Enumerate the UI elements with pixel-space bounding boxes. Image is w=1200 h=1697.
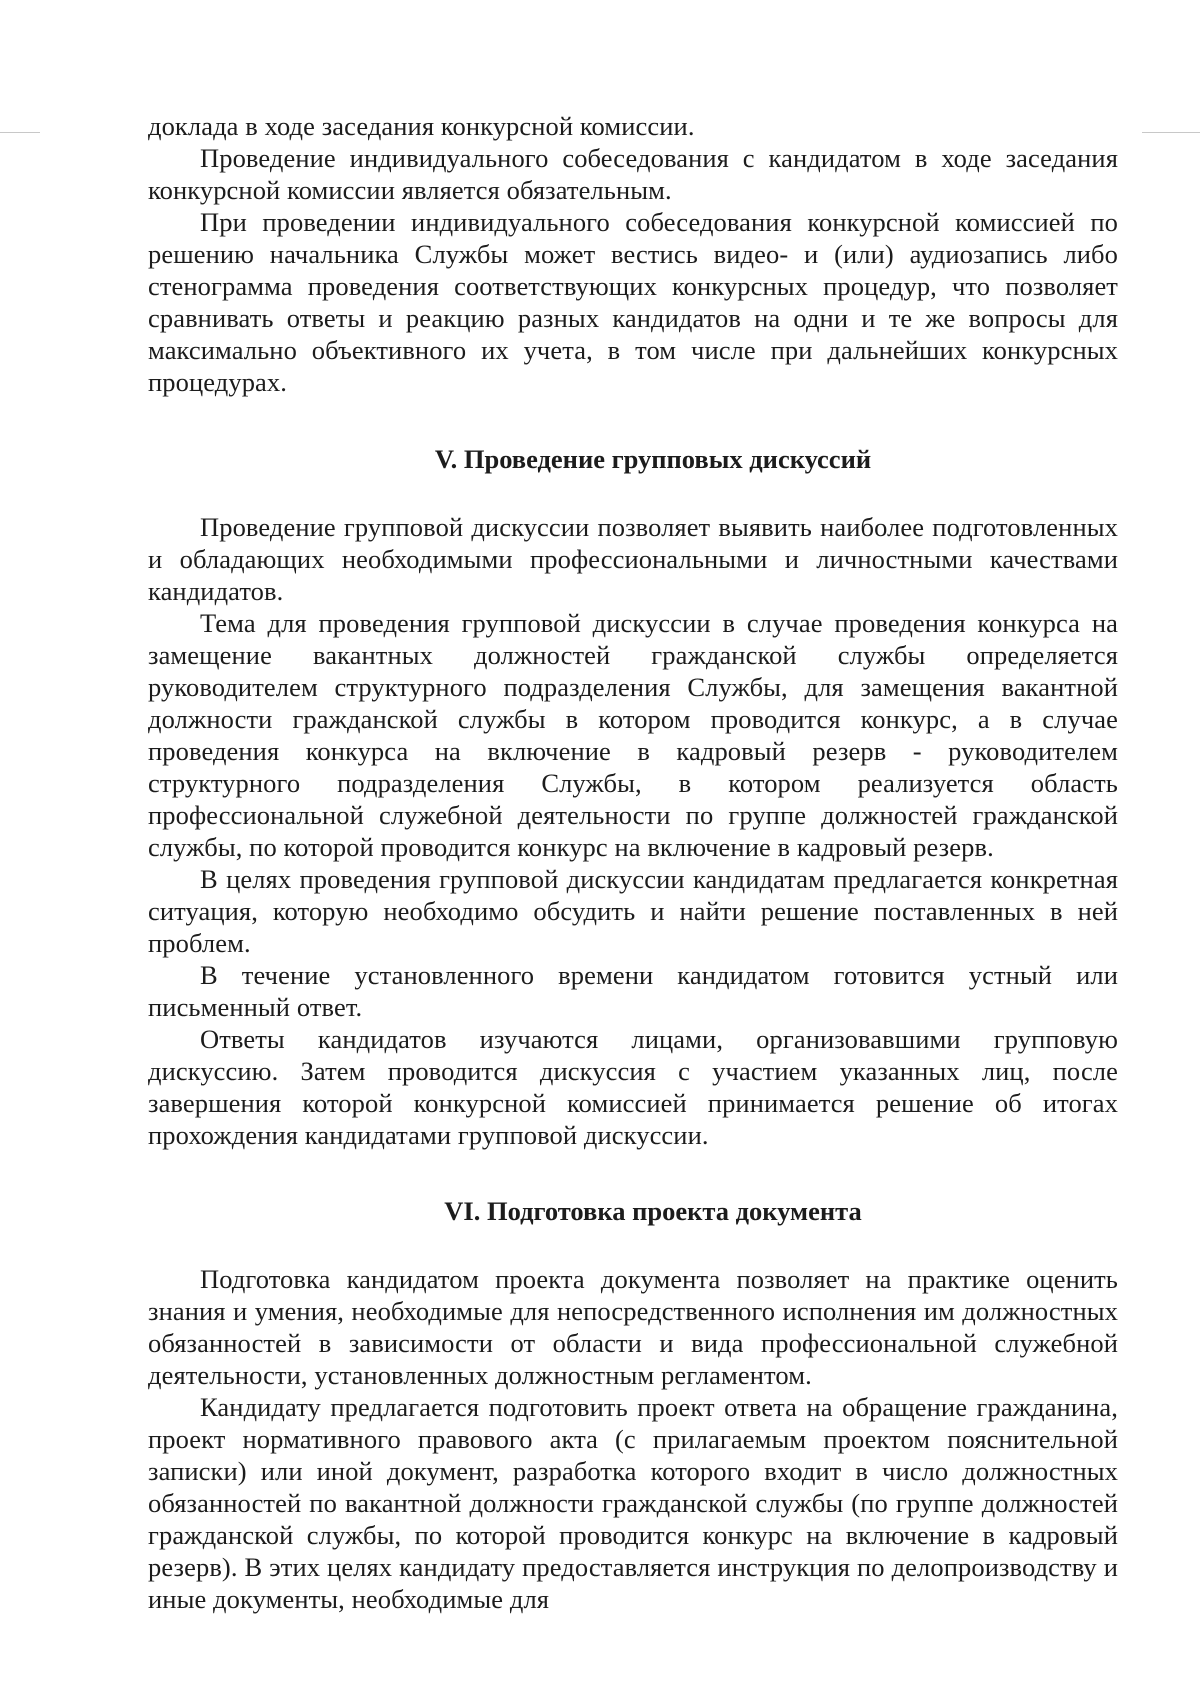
paragraph-discussion-situation: В целях проведения групповой дискуссии кандидатам предлагается конкретная ситуация, которую необходимо обсудить и найти решение поставленных в ней проблем. [148, 864, 1118, 958]
paragraph-group-discussion-purpose: Проведение групповой дискуссии позволяет выявить наиболее подготовленных и обладающих необходимыми профессиональными и личностными качествами кандидатов. [148, 512, 1118, 606]
paragraph-discussion-results: Ответы кандидатов изучаются лицами, организовавшими групповую дискуссию. Затем проводится дискуссия с участием указанных лиц, после завершения которой конкурсной комиссией принимается решение об итогах прохождения кандидатами групповой дискуссии. [148, 1024, 1118, 1150]
scan-mark-left [0, 132, 40, 133]
paragraph-interview-recording: При проведении индивидуального собеседования конкурсной комиссией по решению начальника Службы может вестись видео- и (или) аудиозапись либо стенограмма проведения соответствующих конкурсных процедур, что позволяет сравнивать ответы и реакцию разных кандидатов на одни и те же вопросы для максимально объективного их учета, в том числе при дальнейших конкурсных процедурах. [148, 207, 1118, 397]
paragraph-discussion-topic: Тема для проведения групповой дискуссии в случае проведения конкурса на замещение вакантных должностей гражданской службы определяется руководителем структурного подразделения Службы, для замещения вакантной должности гражданской службы в котором проводится конкурс, а в случае проведения конкурса на включение в кадровый резерв - руководителем структурного подразделения Службы, в котором реализуется область профессиональной служебной деятельности по группе должностей гражданской службы, по которой проводится конкурс на включение в кадровый резерв. [148, 608, 1118, 862]
document-page [148, 110, 1118, 1615]
paragraph-draft-document-task: Кандидату предлагается подготовить проект ответа на обращение гражданина, проект нормативного правового акта (с прилагаемым проектом пояснительной записки) или иной документ, разработка которого входит в число должностных обязанностей по вакантной должности гражданской службы (по группе должностей гражданской службы, по которой проводится конкурс на включение в кадровый резерв). В этих целях кандидату предоставляется инструкция по делопроизводству и иные документы, необходимые для [148, 1392, 1118, 1614]
section-heading-vi: VI. Подготовка проекта документа [444, 1196, 862, 1226]
scan-mark-right [1142, 132, 1200, 133]
paragraph-draft-document-purpose: Подготовка кандидатом проекта документа позволяет на практике оценить знания и умения, необходимые для непосредственного исполнения им должностных обязанностей в зависимости от области и вида профессиональной служебной деятельности, установленных должностным регламентом. [148, 1264, 1118, 1390]
paragraph-interview-mandatory: Проведение индивидуального собеседования с кандидатом в ходе заседания конкурсной комиссии является обязательным. [148, 143, 1118, 205]
section-heading-v: V. Проведение групповых дискуссий [434, 444, 872, 474]
paragraph-continuation: доклада в ходе заседания конкурсной комиссии. [148, 111, 695, 141]
paragraph-answer-preparation: В течение установленного времени кандидатом готовится устный или письменный ответ. [148, 960, 1118, 1022]
